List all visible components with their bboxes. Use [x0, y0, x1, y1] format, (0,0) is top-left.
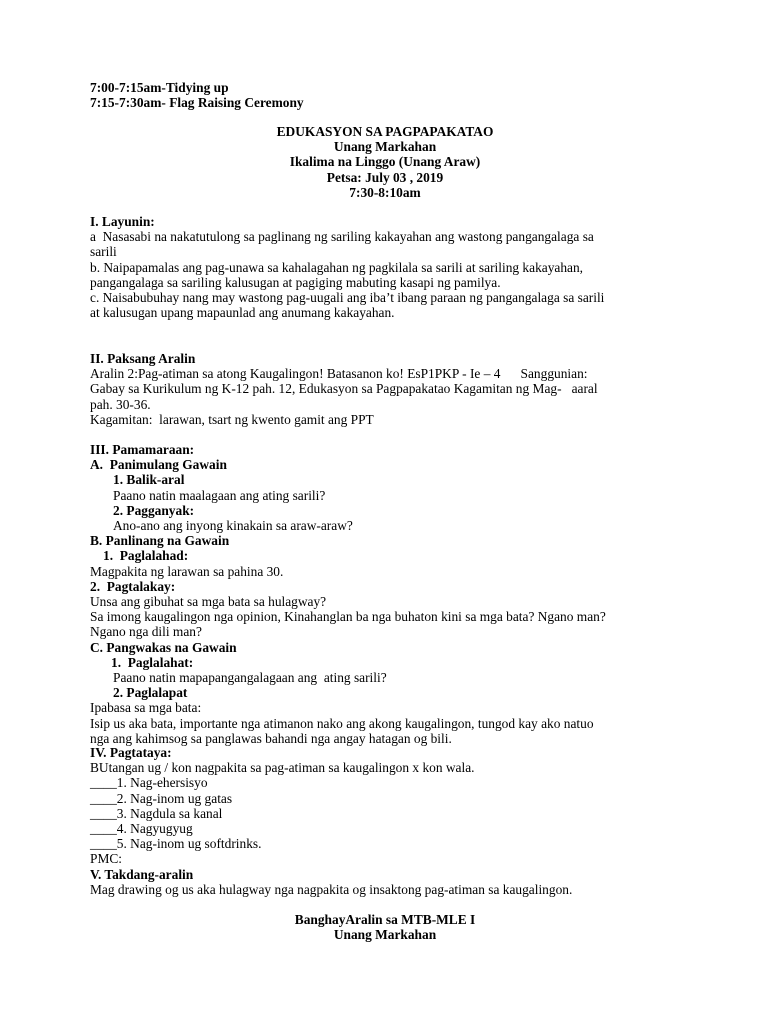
subsection-heading: A. Panimulang Gawain — [90, 457, 227, 473]
text-line: Aralin 2:Pag-atiman sa atong Kaugalingon! Batasanon ko! EsP1PKP - Ie – 4 Sanggunian: — [90, 366, 588, 382]
schedule-line: 7:15-7:30am- Flag Raising Ceremony — [90, 95, 304, 111]
text-line: PMC: — [90, 851, 123, 867]
step-heading: 2. Pagganyak: — [113, 502, 195, 518]
text-line: Sa imong kaugalingon nga opinion, Kinahanglan ba nga buhaton kini sa mga bata? Ngano man? — [90, 609, 606, 625]
list-item: ____2. Nag-inom ug gatas — [90, 790, 233, 806]
pagtataya-section — [90, 745, 710, 867]
text-line: a Nasasabi na nakatutulong sa paglinang ng sariling kakayahan ang wastong pangangalaga sa — [90, 229, 594, 245]
step-heading: 2. Pagtalakay: — [90, 578, 176, 594]
section-heading: V. Takdang-aralin — [90, 867, 194, 882]
text-line: Ipabasa sa mga bata: — [90, 700, 202, 716]
schedule-block — [90, 80, 710, 110]
footer-quarter: Unang Markahan — [333, 927, 437, 943]
subject-title: EDUKASYON SA PAGPAPAKATAO — [276, 124, 494, 139]
paksa-section — [90, 351, 710, 427]
text-line: Unsa ang gibuhat sa mga bata sa hulagway? — [90, 594, 327, 610]
text-line: Magpakita ng larawan sa pahina 30. — [90, 563, 284, 579]
text-line: BUtangan ug / kon nagpakita sa pag-atiman sa kaugalingon x kon wala. — [90, 760, 475, 776]
section-heading: IV. Pagtataya: — [90, 745, 172, 760]
footer-header — [85, 912, 685, 942]
quarter-label: Unang Markahan — [333, 139, 437, 155]
section-heading: III. Pamamaraan: — [90, 442, 195, 457]
text-line: sarili — [90, 244, 117, 260]
list-item: ____4. Nagyugyug — [90, 821, 193, 837]
step-heading: 1. Paglalahad: — [103, 548, 189, 564]
text-line: Isip us aka bata, importante nga atimanon nako ang akong kaugalingon, tungod kay ako natuo — [90, 715, 594, 731]
step-heading: 1. Balik-aral — [113, 472, 185, 488]
text-line: pangangalaga sa sariling kalusugan at pagiging mabuting kasapi ng pamilya. — [90, 274, 501, 290]
text-line: Gabay sa Kurikulum ng K-12 pah. 12, Edukasyon sa Pagpapakatao Kagamitan ng Mag- aaral — [90, 381, 598, 397]
text-line: at kalusugan upang mapaunlad ang anumang kakayahan. — [90, 305, 395, 321]
text-line: b. Naipapamalas ang pag-unawa sa kahalagahan ng pagkilala sa sarili at sariling kakayahan, — [90, 259, 584, 275]
text-line: Paano natin mapapangangalagaan ang ating sarili? — [113, 670, 387, 686]
takdang-section — [90, 867, 710, 897]
schedule-line: 7:00-7:15am-Tidying up — [90, 80, 229, 95]
pamamaraan-section — [90, 442, 710, 746]
section-heading: II. Paksang Aralin — [90, 351, 196, 366]
subsection-heading: B. Panlinang na Gawain — [90, 533, 230, 549]
section-heading: I. Layunin: — [90, 214, 155, 229]
lesson-header — [85, 124, 685, 200]
date-label: Petsa: July 03 , 2019 — [326, 169, 444, 185]
text-line: Kagamitan: larawan, tsart ng kwento gamit ang PPT — [90, 411, 374, 427]
time-label: 7:30-8:10am — [349, 184, 421, 200]
list-item: ____5. Nag-inom ug softdrinks. — [90, 836, 262, 852]
subsection-heading: C. Pangwakas na Gawain — [90, 639, 237, 655]
layunin-section — [90, 214, 710, 320]
text-line: Ngano nga dili man? — [90, 624, 202, 640]
step-heading: 2. Paglalapat — [113, 685, 188, 701]
text-line: pah. 30-36. — [90, 396, 151, 412]
text-line: Ano-ano ang inyong kinakain sa araw-araw? — [113, 518, 353, 534]
list-item: ____1. Nag-ehersisyo — [90, 775, 208, 791]
text-line: c. Naisabubuhay nang may wastong pag-uugali ang iba’t ibang paraan ng pangangalaga sa sarili — [90, 290, 605, 306]
footer-title: BanghayAralin sa MTB-MLE I — [294, 912, 476, 927]
text-line: Paano natin maalagaan ang ating sarili? — [113, 487, 326, 503]
step-heading: 1. Paglalahat: — [111, 654, 194, 670]
text-line: Mag drawing og us aka hulagway nga nagpakita og insaktong pag-atiman sa kaugalingon. — [90, 882, 573, 898]
list-item: ____3. Nagdula sa kanal — [90, 805, 223, 821]
text-line: nga ang kahimsog sa panglawas bahandi nga angay hatagan og bili. — [90, 730, 452, 746]
week-label: Ikalima na Linggo (Unang Araw) — [289, 154, 481, 170]
